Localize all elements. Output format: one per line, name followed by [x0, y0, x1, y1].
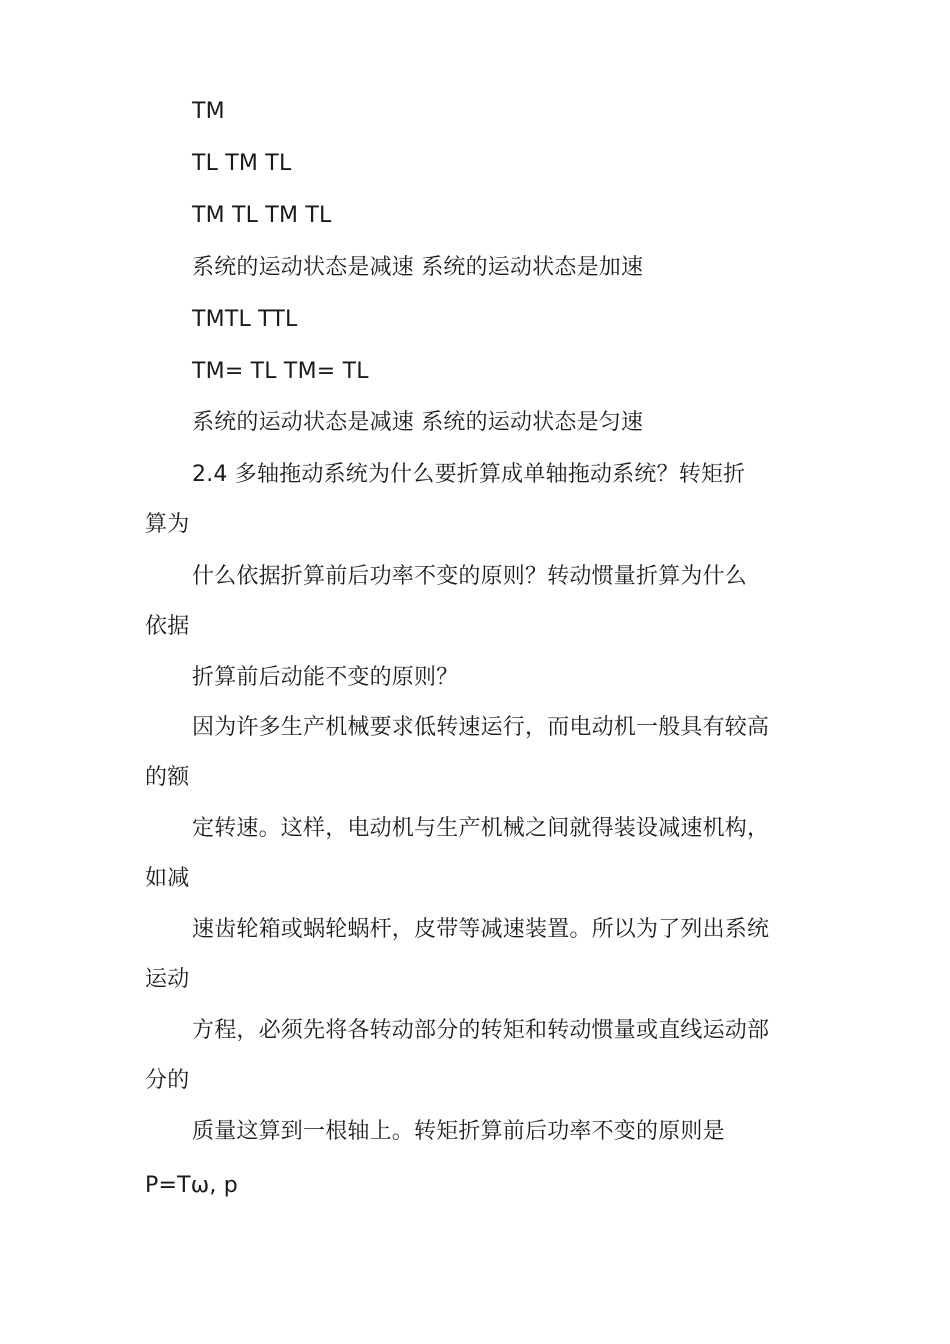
text-line: 系统的运动状态是减速 系统的运动状态是匀速 [192, 410, 644, 435]
text-line: 运动 [145, 967, 190, 992]
text-line: 算为 [145, 512, 190, 537]
text-line: 的额 [145, 765, 190, 790]
text-line: 什么依据折算前后功率不变的原则？转动惯量折算为什么 [192, 564, 748, 589]
text-line: 系统的运动状态是减速 系统的运动状态是加速 [192, 255, 644, 280]
text-line: 定转速。这样，电动机与生产机械之间就得装设减速机构， [192, 816, 770, 841]
text-line: TM TL TM TL [192, 203, 332, 228]
text-line: 折算前后动能不变的原则？ [192, 665, 459, 690]
text-line: TM= TL TM= TL [192, 359, 369, 384]
question-heading: 2.4 多轴拖动系统为什么要折算成单轴拖动系统？转矩折 [192, 462, 746, 487]
text-line: P=Tω, p [145, 1173, 238, 1198]
text-line: 质量这算到一根轴上。转矩折算前后功率不变的原则是 [192, 1119, 725, 1144]
text-line: 分的 [145, 1068, 190, 1093]
text-line: TL TM TL [192, 151, 292, 176]
text-line: 因为许多生产机械要求低转速运行，而电动机一般具有较高 [192, 715, 770, 740]
text-line: TMTL TTL [192, 307, 298, 332]
text-line: TM [192, 99, 225, 124]
text-line: 依据 [145, 614, 190, 639]
text-line: 方程，必须先将各转动部分的转矩和转动惯量或直线运动部 [192, 1018, 770, 1043]
text-line: 如减 [145, 866, 190, 891]
text-line: 速齿轮箱或蜗轮蜗杆，皮带等减速装置。所以为了列出系统 [192, 917, 770, 942]
